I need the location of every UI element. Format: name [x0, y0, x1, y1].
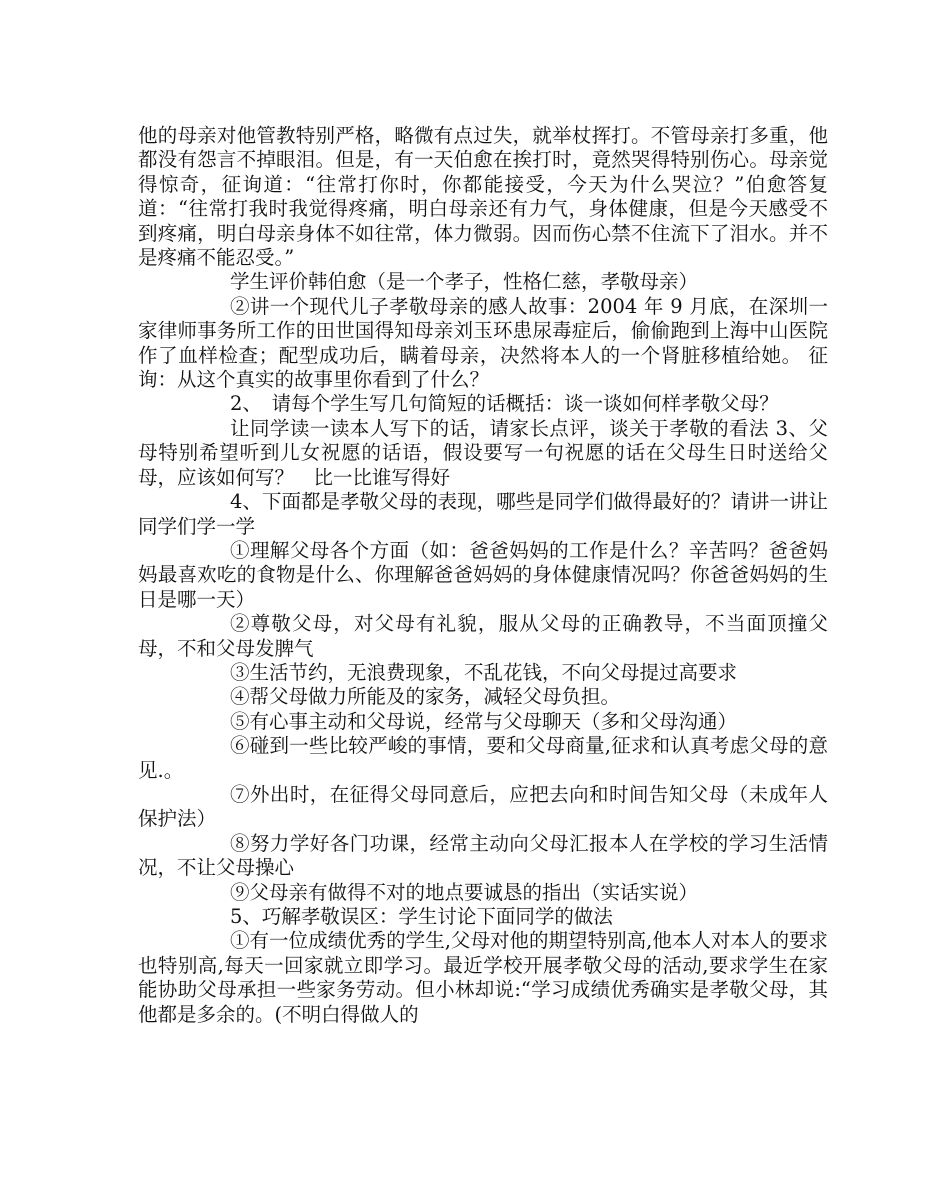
- paragraph-item-5: 5、巧解孝敬误区：学生讨论下面同学的做法: [230, 905, 613, 928]
- list-item: ⑧努力学好各门功课，经常主动向父母汇报本人在学校的学习生活情况，不让父母操心: [138, 831, 828, 880]
- paragraph-student-evaluation: 学生评价韩伯愈（是一个孝子，性格仁慈，孝敬母亲）: [230, 270, 699, 294]
- document-page: [138, 124, 828, 1027]
- paragraph-item-3: 让同学读一读本人写下的话，请家长点评，谈关于孝敬的看法 3、父母特别希望听到儿女祝愿的话语，假设要写一句祝愿的话在父母生日时送给父母，应该如何写？ 比一比谁写得好: [138, 416, 828, 489]
- paragraph-case-study: ①有一位成绩优秀的学生,父母对他的期望特别高,他本人对本人的要求也特别高,每天一回家就立即学习。最近学校开展孝敬父母的活动,要求学生在家能协助父母承担一些家务劳动。但小林却说:“学习成绩优秀确实是孝敬父母，其他都是多余的。(不明白得做人的: [138, 929, 828, 1026]
- list-item: ⑤有心事主动和父母说，经常与父母聊天（多和父母沟通）: [230, 709, 738, 733]
- paragraph-modern-story: ②讲一个现代儿子孝敬母亲的感人故事：2004 年 9 月底，在深圳一家律师事务所工作的田世国得知母亲刘玉环患尿毒症后，偷偷跑到上海中山医院作了血样检查；配型成功后，瞒着母亲，决然将本人的一个肾脏移植给她。 征询：从这个真实的故事里你看到了什么？: [138, 294, 828, 392]
- list-item: ③生活节约，无浪费现象，不乱花钱，不向父母提过高要求: [230, 660, 738, 684]
- paragraph-item-2: 2、 请每个学生写几句简短的话概括：谈一谈如何样孝敬父母？: [230, 392, 779, 416]
- list-item: ⑦外出时，在征得父母同意后，应把去向和时间告知父母（未成年人保护法）: [138, 782, 828, 831]
- list-item: ①理解父母各个方面（如：爸爸妈妈的工作是什么？辛苦吗？爸爸妈妈最喜欢吃的食物是什么、你理解爸爸妈妈的身体健康情况吗？你爸爸妈妈的生日是哪一天）: [138, 538, 828, 611]
- paragraph-item-4: 4、下面都是孝敬父母的表现，哪些是同学们做得最好的？请讲一讲让同学们学一学: [138, 490, 828, 538]
- list-item: ⑨父母亲有做得不对的地点要诚恳的指出（实话实说）: [230, 880, 699, 904]
- list-item: ④帮父母做力所能及的家务，减轻父母负担。: [230, 685, 621, 709]
- list-item: ②尊敬父母，对父母有礼貌，服从父母的正确教导，不当面顶撞父母，不和父母发脾气: [138, 612, 828, 660]
- list-item: ⑥碰到一些比较严峻的事情，要和父母商量,征求和认真考虑父母的意见.。: [138, 734, 828, 782]
- paragraph-story-han-boyu: 他的母亲对他管教特别严格，略微有点过失，就举杖挥打。不管母亲打多重，他都没有怨言不掉眼泪。但是，有一天伯愈在挨打时，竟然哭得特别伤心。母亲觉得惊奇，征询道：“往常打你时，你都能接受，今天为什么哭泣？”伯愈答复道：“往常打我时我觉得疼痛，明白母亲还有力气，身体健康，但是今天感受不到疼痛，明白母亲身体不如往常，体力微弱。因而伤心禁不住流下了泪水。并不是疼痛不能忍受。”: [138, 124, 828, 270]
